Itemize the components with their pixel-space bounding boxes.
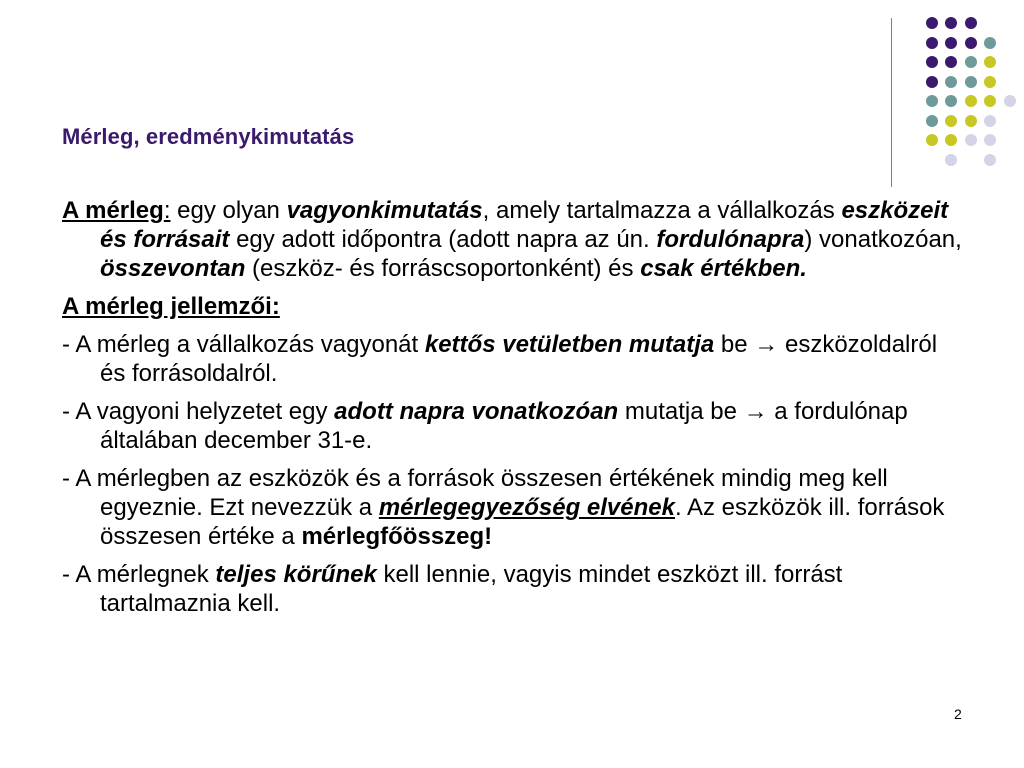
arrow-right-icon: → [754,331,779,358]
decorative-dot [965,17,977,29]
text: . Az eszközök ill. források összesen értéke a [100,494,945,550]
paragraph-merleg-definition [62,196,962,283]
term-merleg: A mérleg [62,197,164,224]
emphasis: kettős vetületben mutatja [424,331,715,358]
paragraph-kettos-vetulet [62,330,962,388]
decorative-dot [926,95,938,107]
text: (eszköz- és forráscsoportonként) és [245,255,641,282]
emphasis: mérlegegyezőség elvének [378,494,675,521]
decorative-dot [984,37,996,49]
decorative-dot [945,154,957,166]
text: a fordulónap általában december 31-e. [100,398,908,454]
text: , amely tartalmazza a vállalkozás [482,197,842,224]
decorative-dot [926,134,938,146]
decorative-dot [945,56,957,68]
text: - A mérlegnek [62,561,216,588]
decorative-dot [945,17,957,29]
decorative-dot [984,95,996,107]
decorative-dot [965,134,977,146]
emphasis: eszközeit és forrásait [100,197,949,253]
emphasis: vagyonkimutatás [286,197,483,224]
decorative-dot [926,17,938,29]
emphasis: összevontan [100,255,246,282]
section-heading: A mérleg jellemzői: [62,293,280,320]
text: egy adott időpontra (adott napra az ún. [229,226,657,253]
decorative-dot [984,134,996,146]
decorative-dot [965,37,977,49]
decorative-dot [926,56,938,68]
decorative-dot [965,115,977,127]
text: - A mérlegben az eszközök és a források összesen értékének mindig meg kell egyeznie. Ezt nevezzük a [62,465,888,521]
decorative-dot [965,76,977,88]
decorative-dot [965,95,977,107]
paragraph-merlegegyezoseg [62,464,962,551]
text: mutatja be [618,398,744,425]
emphasis: adott napra vonatkozóan [334,398,619,425]
decorative-dot [926,115,938,127]
paragraph-teljes-koru [62,560,962,618]
slide-body [62,196,962,627]
decorative-dot [945,134,957,146]
decorative-dot [945,37,957,49]
decorative-dot [984,76,996,88]
text: egy olyan [170,197,287,224]
text: kell lennie, vagyis mindet eszközt ill. forrást tartalmaznia kell. [100,561,843,617]
emphasis: mérlegfőösszeg! [301,523,493,550]
decorative-dot [984,115,996,127]
decorative-dot [926,76,938,88]
term-colon: : [163,197,171,224]
text: - A mérleg a vállalkozás vagyonát [62,331,425,358]
decorative-divider-line [891,18,892,187]
decorative-dot [1004,95,1016,107]
arrow-right-icon: → [743,398,768,425]
emphasis: fordulónapra [656,226,805,253]
decorative-dot [945,95,957,107]
decorative-dot [984,154,996,166]
decorative-dot [945,76,957,88]
decorative-dot [965,56,977,68]
page-number: 2 [954,706,962,722]
decorative-dot [945,115,957,127]
decorative-dot [926,37,938,49]
text: - A vagyoni helyzetet egy [62,398,335,425]
paragraph-jellemzoi-heading [62,292,962,321]
paragraph-vagyoni-helyzet [62,397,962,455]
text: be [714,331,755,358]
slide-title: Mérleg, eredménykimutatás [62,124,355,149]
emphasis: teljes körűnek [215,561,377,588]
text: eszközoldalról és forrásoldalról. [100,331,938,387]
text: ) vonatkozóan, [804,226,962,253]
decorative-dot [984,56,996,68]
emphasis: csak értékben. [640,255,807,282]
